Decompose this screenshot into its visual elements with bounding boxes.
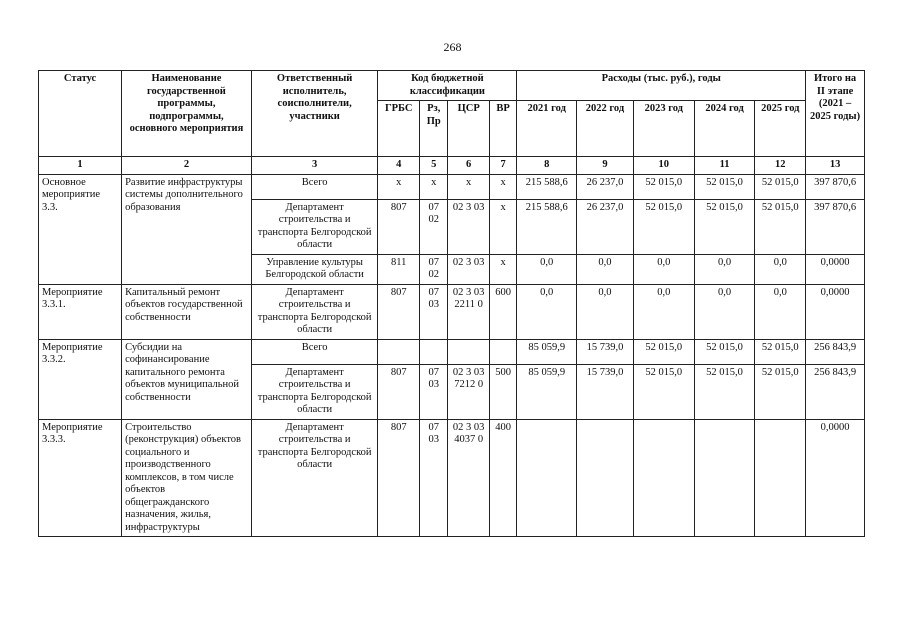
- executor-cell: Управление культуры Белгородской области: [251, 254, 378, 284]
- vr-cell: х: [489, 199, 516, 254]
- status-cell: Мероприятие 3.3.1.: [39, 284, 122, 339]
- name-cell: Развитие инфраструктуры системы дополнительного образования: [122, 174, 252, 284]
- value-2025-cell: 52 015,0: [755, 199, 806, 254]
- value-2025-cell: 0,0: [755, 254, 806, 284]
- table-row: [39, 339, 865, 364]
- value-2021-cell: 85 059,9: [517, 364, 577, 419]
- vr-cell: 500: [489, 364, 516, 419]
- csr-cell: [448, 339, 490, 364]
- header-expenses: Расходы (тыс. руб.), годы: [517, 71, 806, 101]
- rzpr-cell: 07 02: [420, 254, 448, 284]
- value-2022-cell: 15 739,0: [577, 364, 634, 419]
- grbs-cell: 807: [378, 284, 420, 339]
- rzpr-cell: х: [420, 174, 448, 199]
- header-row-1: [39, 71, 865, 101]
- grbs-cell: 807: [378, 199, 420, 254]
- vr-cell: х: [489, 254, 516, 284]
- value-2021-cell: 85 059,9: [517, 339, 577, 364]
- value-2025-cell: 52 015,0: [755, 174, 806, 199]
- rzpr-cell: 07 03: [420, 419, 448, 537]
- value-2025-cell: 52 015,0: [755, 364, 806, 419]
- column-number: 11: [694, 157, 755, 175]
- value-2022-cell: 0,0: [577, 284, 634, 339]
- name-cell: Капитальный ремонт объектов государственной собственности: [122, 284, 252, 339]
- total-cell: 0,0000: [806, 419, 865, 537]
- csr-cell: 02 3 03: [448, 254, 490, 284]
- value-2025-cell: 52 015,0: [755, 339, 806, 364]
- value-2021-cell: 215 588,6: [517, 199, 577, 254]
- table-row: [39, 284, 865, 339]
- executor-cell: Департамент строительства и транспорта Белгородской области: [251, 284, 378, 339]
- column-number: 13: [806, 157, 865, 175]
- value-2024-cell: 52 015,0: [694, 364, 755, 419]
- vr-cell: 600: [489, 284, 516, 339]
- grbs-cell: [378, 339, 420, 364]
- value-2021-cell: 215 588,6: [517, 174, 577, 199]
- grbs-cell: 811: [378, 254, 420, 284]
- value-2022-cell: 0,0: [577, 254, 634, 284]
- column-number: 4: [378, 157, 420, 175]
- total-cell: 256 843,9: [806, 339, 865, 364]
- column-number: 3: [251, 157, 378, 175]
- value-2024-cell: 52 015,0: [694, 174, 755, 199]
- value-2023-cell: 52 015,0: [633, 364, 694, 419]
- vr-cell: [489, 339, 516, 364]
- column-number: 2: [122, 157, 252, 175]
- page-number: 268: [443, 40, 462, 54]
- executor-cell: Департамент строительства и транспорта Белгородской области: [251, 364, 378, 419]
- status-cell: Мероприятие 3.3.3.: [39, 419, 122, 537]
- total-cell: 397 870,6: [806, 199, 865, 254]
- value-2023-cell: 52 015,0: [633, 174, 694, 199]
- grbs-cell: 807: [378, 419, 420, 537]
- total-cell: 0,0000: [806, 284, 865, 339]
- total-cell: 256 843,9: [806, 364, 865, 419]
- executor-cell: Всего: [251, 339, 378, 364]
- header-budget-code: Код бюджетной классификации: [378, 71, 517, 101]
- value-2023-cell: 52 015,0: [633, 339, 694, 364]
- status-cell: Основное мероприятие 3.3.: [39, 174, 122, 284]
- rzpr-cell: 07 02: [420, 199, 448, 254]
- value-2021-cell: 0,0: [517, 254, 577, 284]
- value-2022-cell: [577, 419, 634, 537]
- column-number: 6: [448, 157, 490, 175]
- grbs-cell: 807: [378, 364, 420, 419]
- total-cell: 397 870,6: [806, 174, 865, 199]
- value-2023-cell: [633, 419, 694, 537]
- rzpr-cell: 07 03: [420, 364, 448, 419]
- value-2025-cell: [755, 419, 806, 537]
- budget-table: [38, 70, 865, 537]
- table-row: [39, 419, 865, 537]
- header-vr: ВР: [489, 101, 516, 157]
- name-cell: Субсидии на софинансирование капитального ремонта объектов муниципальной собственности: [122, 339, 252, 419]
- value-2022-cell: 15 739,0: [577, 339, 634, 364]
- value-2025-cell: 0,0: [755, 284, 806, 339]
- csr-cell: 02 3 03 2211 0: [448, 284, 490, 339]
- value-2024-cell: [694, 419, 755, 537]
- rzpr-cell: [420, 339, 448, 364]
- value-2021-cell: 0,0: [517, 284, 577, 339]
- executor-cell: Департамент строительства и транспорта Белгородской области: [251, 419, 378, 537]
- executor-cell: Департамент строительства и транспорта Белгородской области: [251, 199, 378, 254]
- value-2021-cell: [517, 419, 577, 537]
- header-2024: 2024 год: [694, 101, 755, 157]
- value-2022-cell: 26 237,0: [577, 174, 634, 199]
- csr-cell: х: [448, 174, 490, 199]
- grbs-cell: х: [378, 174, 420, 199]
- value-2023-cell: 0,0: [633, 284, 694, 339]
- executor-cell: Всего: [251, 174, 378, 199]
- vr-cell: 400: [489, 419, 516, 537]
- column-number: 9: [577, 157, 634, 175]
- column-numbers-row: [39, 157, 865, 175]
- status-cell: Мероприятие 3.3.2.: [39, 339, 122, 419]
- value-2024-cell: 0,0: [694, 284, 755, 339]
- value-2022-cell: 26 237,0: [577, 199, 634, 254]
- column-number: 5: [420, 157, 448, 175]
- value-2023-cell: 0,0: [633, 254, 694, 284]
- header-2025: 2025 год: [755, 101, 806, 157]
- header-executor: Ответственный исполнитель, соисполнители, участники: [251, 71, 378, 157]
- name-cell: Строительство (реконструкция) объектов социального и производственного комплексов, в том числе объектов общегражданского назначения, жилья, инфраструктуры: [122, 419, 252, 537]
- vr-cell: х: [489, 174, 516, 199]
- header-status: Статус: [39, 71, 122, 157]
- header-2021: 2021 год: [517, 101, 577, 157]
- header-name: Наименование государственной программы, подпрограммы, основного мероприятия: [122, 71, 252, 157]
- header-total: Итого на II этапе (2021 – 2025 годы): [806, 71, 865, 157]
- header-grbs: ГРБС: [378, 101, 420, 157]
- column-number: 12: [755, 157, 806, 175]
- header-2023: 2023 год: [633, 101, 694, 157]
- column-number: 7: [489, 157, 516, 175]
- total-cell: 0,0000: [806, 254, 865, 284]
- value-2023-cell: 52 015,0: [633, 199, 694, 254]
- table-row: [39, 174, 865, 199]
- csr-cell: 02 3 03 7212 0: [448, 364, 490, 419]
- column-number: 10: [633, 157, 694, 175]
- column-number: 1: [39, 157, 122, 175]
- value-2024-cell: 0,0: [694, 254, 755, 284]
- header-csr: ЦСР: [448, 101, 490, 157]
- csr-cell: 02 3 03: [448, 199, 490, 254]
- value-2024-cell: 52 015,0: [694, 199, 755, 254]
- value-2024-cell: 52 015,0: [694, 339, 755, 364]
- csr-cell: 02 3 03 4037 0: [448, 419, 490, 537]
- header-rzpr: Рз, Пр: [420, 101, 448, 157]
- header-2022: 2022 год: [577, 101, 634, 157]
- rzpr-cell: 07 03: [420, 284, 448, 339]
- column-number: 8: [517, 157, 577, 175]
